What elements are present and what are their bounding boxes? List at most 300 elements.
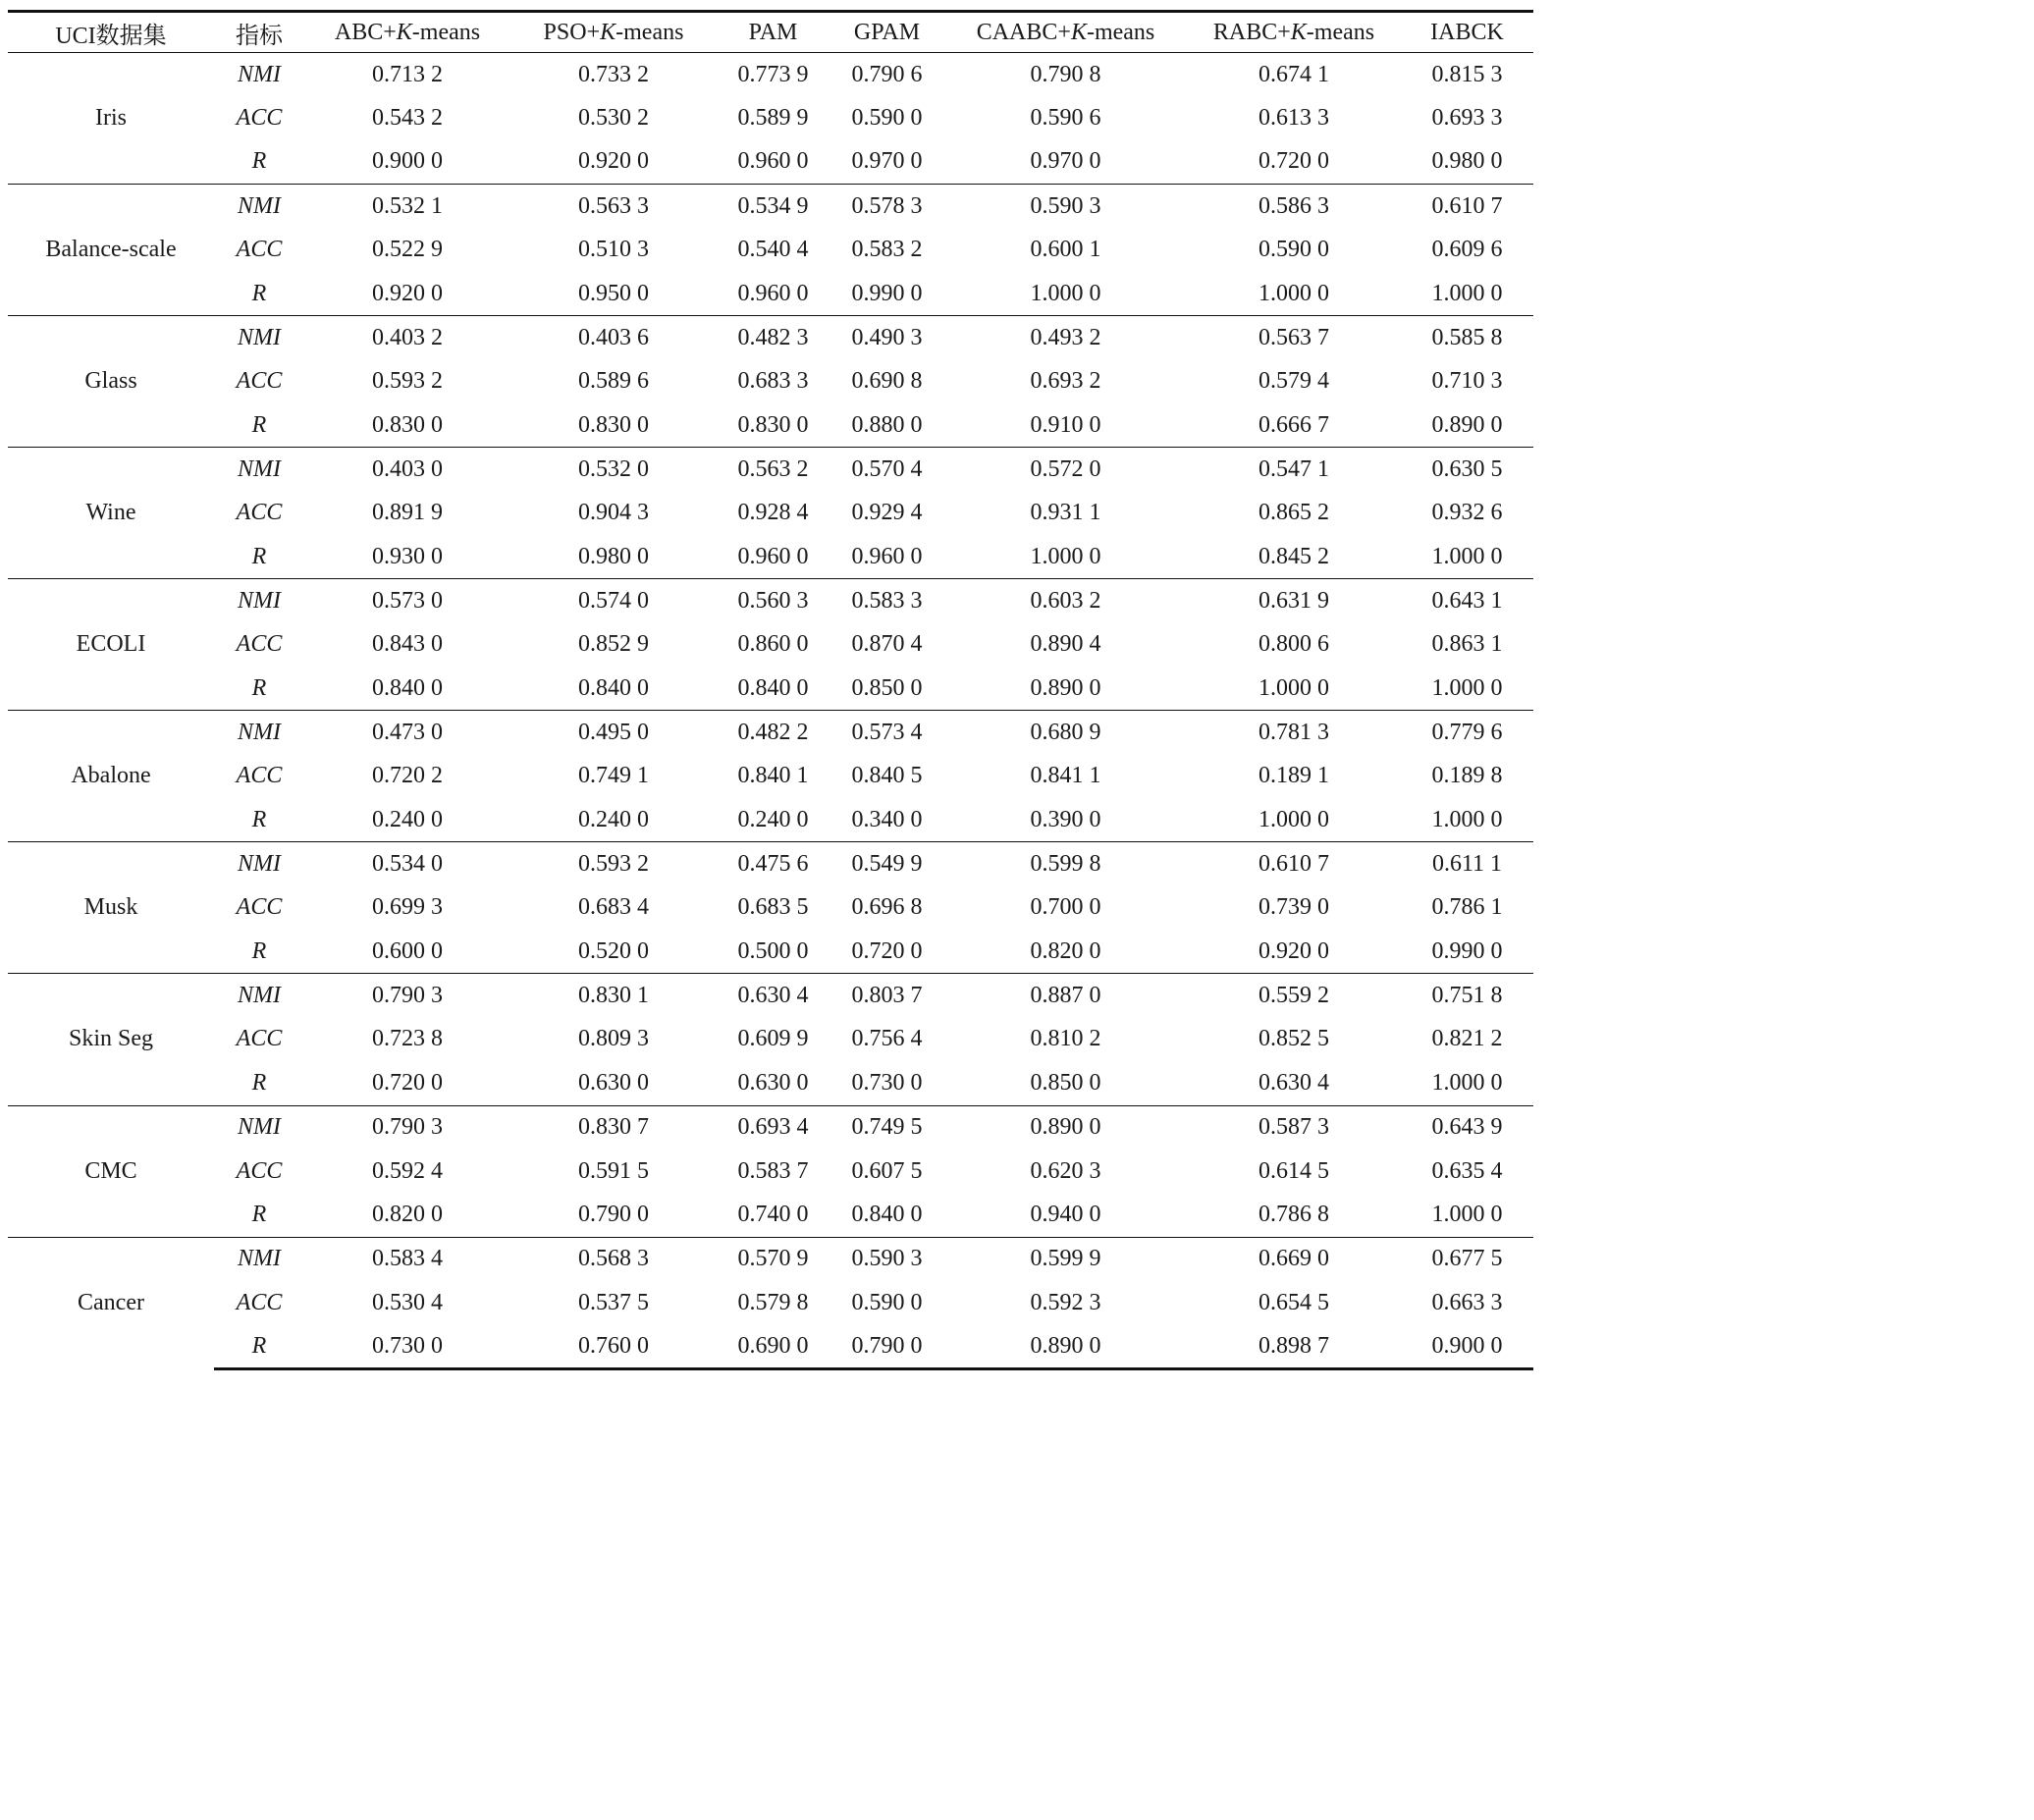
value-cell: 0.603 2 [944, 579, 1187, 623]
value-cell: 0.900 0 [1401, 1324, 1533, 1368]
value-cell: 0.403 6 [510, 316, 717, 360]
value-cell: 0.592 4 [372, 1157, 443, 1184]
value-cell: 0.843 0 [372, 631, 443, 658]
value-cell: 0.583 3 [830, 579, 944, 623]
header-text: -means [1086, 19, 1155, 45]
value-cell: 0.677 5 [1401, 1237, 1533, 1281]
value-cell: 0.730 0 [304, 1324, 510, 1368]
value-cell: 0.590 3 [944, 185, 1187, 229]
value-cell: 0.840 0 [578, 674, 649, 701]
header-pam: PAM [717, 12, 830, 53]
table-row [8, 228, 1533, 272]
value-cell: 0.543 2 [372, 105, 443, 132]
value-cell: 0.559 2 [1187, 974, 1401, 1018]
metric-label: R [251, 1069, 267, 1096]
value-cell: 0.610 7 [1187, 842, 1401, 886]
value-cell: 0.830 7 [510, 1105, 717, 1150]
metric-label: R [214, 1324, 304, 1368]
dataset-name: Musk [8, 842, 214, 974]
value-cell: 0.898 7 [1187, 1324, 1401, 1368]
value-cell: 0.590 3 [830, 1237, 944, 1281]
header-dataset: UCI数据集 [8, 12, 214, 53]
value-cell: 0.810 2 [1030, 1026, 1101, 1052]
header-text: CAABC+ [976, 19, 1071, 45]
value-cell: 0.570 4 [830, 448, 944, 492]
table-row [8, 622, 1533, 667]
value-cell: 0.520 0 [578, 937, 649, 964]
value-cell: 0.549 9 [830, 842, 944, 886]
value-cell: 0.690 8 [851, 368, 923, 395]
value-cell: 0.733 2 [510, 53, 717, 97]
value-cell: 0.932 6 [1431, 500, 1503, 526]
value-cell: 0.630 4 [717, 974, 830, 1018]
value-cell: 0.693 3 [1431, 105, 1503, 132]
value-cell: 0.610 7 [1401, 185, 1533, 229]
value-cell: 0.583 7 [737, 1157, 809, 1184]
value-cell: 0.970 0 [1030, 148, 1101, 175]
value-cell: 1.000 0 [1431, 674, 1503, 701]
value-cell: 0.674 1 [1187, 53, 1401, 97]
table-row [8, 1150, 1533, 1194]
value-cell: 0.749 5 [830, 1105, 944, 1150]
value-cell: 0.790 0 [830, 1324, 944, 1368]
value-cell: 0.790 0 [578, 1201, 649, 1227]
value-cell: 0.900 0 [372, 148, 443, 175]
value-cell: 0.240 0 [578, 806, 649, 832]
table-row [8, 667, 1533, 711]
value-cell: 0.607 5 [851, 1157, 923, 1184]
value-cell: 0.599 9 [944, 1237, 1187, 1281]
value-cell: 0.751 8 [1401, 974, 1533, 1018]
value-cell: 0.863 1 [1431, 631, 1503, 658]
table-row [8, 842, 1533, 886]
value-cell: 0.920 0 [1258, 937, 1329, 964]
header-iabck: IABCK [1401, 12, 1533, 53]
value-cell: 0.573 0 [304, 579, 510, 623]
value-cell: 0.960 0 [851, 543, 923, 569]
value-cell: 0.490 3 [830, 316, 944, 360]
value-cell: 0.473 0 [304, 711, 510, 755]
value-cell: 0.590 0 [1258, 237, 1329, 263]
value-cell: 0.666 7 [1258, 411, 1329, 438]
value-cell: 0.240 0 [737, 806, 809, 832]
header-text: ABC+ [334, 19, 397, 45]
value-cell: 1.000 0 [1258, 806, 1329, 832]
value-cell: 0.803 7 [830, 974, 944, 1018]
value-cell: 0.931 1 [1030, 500, 1101, 526]
value-cell: 0.592 3 [1030, 1289, 1101, 1315]
value-cell: 0.773 9 [717, 53, 830, 97]
value-cell: 0.669 0 [1187, 1237, 1401, 1281]
value-cell: 0.583 2 [851, 237, 923, 263]
header-text: K [1290, 19, 1307, 45]
header-rabc-kmeans [1187, 12, 1401, 53]
table-row [8, 403, 1533, 448]
value-cell: 0.534 9 [717, 185, 830, 229]
value-cell: 0.840 0 [737, 674, 809, 701]
table-row [8, 1193, 1533, 1237]
table-row [8, 491, 1533, 535]
metric-label: NMI [214, 579, 304, 623]
metric-label: NMI [214, 1105, 304, 1150]
value-cell: 0.696 8 [851, 894, 923, 921]
table-header [8, 12, 1533, 53]
metric-label: ACC [236, 1026, 283, 1052]
value-cell: 1.000 0 [1431, 1201, 1503, 1227]
value-cell: 0.749 1 [578, 763, 649, 789]
value-cell: 0.841 1 [1030, 763, 1101, 789]
value-cell: 0.579 8 [737, 1289, 809, 1315]
value-cell: 1.000 0 [1030, 543, 1101, 569]
value-cell: 0.620 3 [1030, 1157, 1101, 1184]
value-cell: 0.532 0 [510, 448, 717, 492]
value-cell: 0.760 0 [510, 1324, 717, 1368]
metric-label: R [251, 411, 267, 438]
value-cell: 0.720 0 [372, 1069, 443, 1096]
header-text: -means [616, 19, 684, 45]
header-metric: 指标 [214, 12, 304, 53]
value-cell: 0.572 0 [944, 448, 1187, 492]
metric-label: NMI [214, 974, 304, 1018]
table-row [8, 316, 1533, 360]
value-cell: 0.630 0 [578, 1069, 649, 1096]
table-row [8, 1018, 1533, 1062]
value-cell: 0.189 1 [1258, 763, 1329, 789]
value-cell: 0.611 1 [1401, 842, 1533, 886]
value-cell: 0.683 4 [578, 894, 649, 921]
value-cell: 0.700 0 [1030, 894, 1101, 921]
value-cell: 0.980 0 [578, 543, 649, 569]
value-cell: 0.593 2 [372, 368, 443, 395]
value-cell: 0.534 0 [304, 842, 510, 886]
value-cell: 0.790 3 [304, 974, 510, 1018]
table-row [8, 448, 1533, 492]
table-row [8, 1061, 1533, 1105]
value-cell: 0.910 0 [1030, 411, 1101, 438]
value-cell: 0.609 9 [737, 1026, 809, 1052]
value-cell: 0.830 0 [737, 411, 809, 438]
value-cell: 0.850 0 [851, 674, 923, 701]
value-cell: 0.683 5 [737, 894, 809, 921]
value-cell: 0.720 0 [851, 937, 923, 964]
value-cell: 0.590 0 [851, 1289, 923, 1315]
value-cell: 0.960 0 [737, 280, 809, 306]
value-cell: 0.547 1 [1187, 448, 1401, 492]
metric-label: R [251, 1201, 267, 1227]
value-cell: 0.589 6 [578, 368, 649, 395]
value-cell: 0.693 4 [717, 1105, 830, 1150]
value-cell: 0.590 6 [1030, 105, 1101, 132]
table-row [8, 755, 1533, 799]
metric-label: ACC [236, 894, 283, 921]
value-cell: 0.690 0 [717, 1324, 830, 1368]
value-cell: 0.475 6 [717, 842, 830, 886]
value-cell: 0.840 0 [851, 1201, 923, 1227]
metric-label: NMI [214, 711, 304, 755]
value-cell: 0.593 2 [510, 842, 717, 886]
header-abc-kmeans [304, 12, 510, 53]
value-cell: 0.786 1 [1431, 894, 1503, 921]
value-cell: 0.890 0 [944, 1324, 1187, 1368]
value-cell: 0.880 0 [851, 411, 923, 438]
value-cell: 0.573 4 [830, 711, 944, 755]
value-cell: 0.950 0 [578, 280, 649, 306]
value-cell: 0.821 2 [1431, 1026, 1503, 1052]
value-cell: 1.000 0 [1258, 674, 1329, 701]
value-cell: 0.635 4 [1431, 1157, 1503, 1184]
value-cell: 0.530 4 [372, 1289, 443, 1315]
value-cell: 0.563 3 [510, 185, 717, 229]
table-row [8, 185, 1533, 229]
value-cell: 0.663 3 [1431, 1289, 1503, 1315]
value-cell: 0.820 0 [372, 1201, 443, 1227]
value-cell: 0.920 0 [372, 280, 443, 306]
header-text: -means [1306, 19, 1375, 45]
value-cell: 0.710 3 [1431, 368, 1503, 395]
value-cell: 0.904 3 [578, 500, 649, 526]
value-cell: 0.890 0 [1431, 411, 1503, 438]
value-cell: 0.537 5 [578, 1289, 649, 1315]
value-cell: 1.000 0 [1431, 280, 1503, 306]
table-row [8, 1105, 1533, 1150]
value-cell: 0.579 4 [1258, 368, 1329, 395]
value-cell: 0.860 0 [737, 631, 809, 658]
value-cell: 0.781 3 [1187, 711, 1401, 755]
value-cell: 0.852 9 [578, 631, 649, 658]
value-cell: 1.000 0 [1030, 280, 1101, 306]
value-cell: 0.740 0 [737, 1201, 809, 1227]
value-cell: 0.756 4 [851, 1026, 923, 1052]
metric-label: ACC [236, 1157, 283, 1184]
value-cell: 0.845 2 [1258, 543, 1329, 569]
value-cell: 0.643 1 [1401, 579, 1533, 623]
metric-label: ACC [236, 237, 283, 263]
value-cell: 1.000 0 [1431, 1069, 1503, 1096]
value-cell: 0.568 3 [510, 1237, 717, 1281]
value-cell: 1.000 0 [1431, 806, 1503, 832]
table-row [8, 798, 1533, 842]
value-cell: 0.739 0 [1258, 894, 1329, 921]
dataset-name: Skin Seg [8, 974, 214, 1105]
value-cell: 0.840 1 [737, 763, 809, 789]
table-row [8, 359, 1533, 403]
table-row [8, 579, 1533, 623]
value-cell: 0.574 0 [510, 579, 717, 623]
table-row [8, 1237, 1533, 1281]
metric-label: NMI [214, 316, 304, 360]
metric-label: ACC [236, 500, 283, 526]
value-cell: 0.643 9 [1401, 1105, 1533, 1150]
header-text: K [1070, 19, 1087, 45]
dataset-name: Glass [8, 316, 214, 448]
header-gpam: GPAM [830, 12, 944, 53]
value-cell: 0.815 3 [1401, 53, 1533, 97]
value-cell: 0.390 0 [1030, 806, 1101, 832]
value-cell: 0.240 0 [372, 806, 443, 832]
value-cell: 0.693 2 [1030, 368, 1101, 395]
value-cell: 0.820 0 [1030, 937, 1101, 964]
value-cell: 0.614 5 [1258, 1157, 1329, 1184]
value-cell: 0.500 0 [737, 937, 809, 964]
value-cell: 0.920 0 [578, 148, 649, 175]
value-cell: 0.890 0 [944, 1105, 1187, 1150]
metric-label: NMI [214, 448, 304, 492]
value-cell: 0.779 6 [1401, 711, 1533, 755]
value-cell: 0.403 0 [304, 448, 510, 492]
value-cell: 0.786 8 [1258, 1201, 1329, 1227]
value-cell: 0.609 6 [1431, 237, 1503, 263]
value-cell: 0.532 1 [304, 185, 510, 229]
value-cell: 0.720 2 [372, 763, 443, 789]
value-cell: 0.522 9 [372, 237, 443, 263]
value-cell: 0.563 7 [1187, 316, 1401, 360]
header-text: K [600, 19, 616, 45]
dataset-name: ECOLI [8, 579, 214, 711]
value-cell: 0.600 0 [372, 937, 443, 964]
value-cell: 0.890 4 [1030, 631, 1101, 658]
metric-label: R [251, 674, 267, 701]
value-cell: 0.495 0 [510, 711, 717, 755]
results-table [8, 10, 1533, 1370]
value-cell: 0.680 9 [944, 711, 1187, 755]
metric-label: R [251, 148, 267, 175]
value-cell: 1.000 0 [1431, 543, 1503, 569]
metric-label: NMI [214, 842, 304, 886]
header-text: K [396, 19, 412, 45]
value-cell: 0.891 9 [372, 500, 443, 526]
value-cell: 0.585 8 [1401, 316, 1533, 360]
value-cell: 0.870 4 [851, 631, 923, 658]
table-row [8, 1324, 1533, 1368]
value-cell: 0.563 2 [717, 448, 830, 492]
metric-label: R [251, 280, 267, 306]
value-cell: 0.482 2 [717, 711, 830, 755]
value-cell: 0.840 5 [851, 763, 923, 789]
value-cell: 0.599 8 [944, 842, 1187, 886]
value-cell: 0.980 0 [1431, 148, 1503, 175]
dataset-name: Wine [8, 448, 214, 579]
value-cell: 0.887 0 [944, 974, 1187, 1018]
value-cell: 0.960 0 [737, 148, 809, 175]
value-cell: 0.960 0 [737, 543, 809, 569]
header-pso-kmeans [510, 12, 717, 53]
dataset-name: Iris [8, 53, 214, 185]
metric-label: NMI [214, 53, 304, 97]
value-cell: 0.600 1 [1030, 237, 1101, 263]
value-cell: 0.630 5 [1401, 448, 1533, 492]
value-cell: 0.990 0 [1431, 937, 1503, 964]
metric-label: R [251, 937, 267, 964]
value-cell: 0.830 0 [578, 411, 649, 438]
table-row [8, 272, 1533, 316]
value-cell: 0.830 0 [372, 411, 443, 438]
value-cell: 0.583 4 [304, 1237, 510, 1281]
value-cell: 0.790 8 [944, 53, 1187, 97]
metric-label: ACC [236, 631, 283, 658]
metric-label: R [251, 806, 267, 832]
metric-label: R [251, 543, 267, 569]
value-cell: 0.613 3 [1258, 105, 1329, 132]
value-cell: 0.852 5 [1258, 1026, 1329, 1052]
header-caabc-kmeans [944, 12, 1187, 53]
header-text: PSO+ [543, 19, 601, 45]
value-cell: 0.723 8 [372, 1026, 443, 1052]
value-cell: 0.890 0 [1030, 674, 1101, 701]
value-cell: 0.990 0 [851, 280, 923, 306]
value-cell: 0.790 6 [830, 53, 944, 97]
value-cell: 0.970 0 [851, 148, 923, 175]
value-cell: 0.586 3 [1187, 185, 1401, 229]
value-cell: 0.928 4 [737, 500, 809, 526]
table-row [8, 96, 1533, 140]
value-cell: 0.482 3 [717, 316, 830, 360]
value-cell: 0.730 0 [851, 1069, 923, 1096]
value-cell: 0.189 8 [1431, 763, 1503, 789]
value-cell: 0.589 9 [737, 105, 809, 132]
value-cell: 0.699 3 [372, 894, 443, 921]
value-cell: 0.587 3 [1187, 1105, 1401, 1150]
value-cell: 0.630 4 [1258, 1069, 1329, 1096]
value-cell: 0.540 4 [737, 237, 809, 263]
value-cell: 0.578 3 [830, 185, 944, 229]
value-cell: 0.403 2 [304, 316, 510, 360]
metric-label: NMI [214, 1237, 304, 1281]
metric-label: ACC [236, 105, 283, 132]
value-cell: 0.790 3 [304, 1105, 510, 1150]
value-cell: 0.840 0 [372, 674, 443, 701]
value-cell: 0.940 0 [1030, 1201, 1101, 1227]
value-cell: 0.929 4 [851, 500, 923, 526]
value-cell: 0.720 0 [1258, 148, 1329, 175]
header-row [8, 12, 1533, 53]
value-cell: 0.340 0 [851, 806, 923, 832]
value-cell: 0.713 2 [304, 53, 510, 97]
table-body [8, 53, 1533, 1369]
table-row [8, 974, 1533, 1018]
value-cell: 0.930 0 [372, 543, 443, 569]
table-row [8, 886, 1533, 931]
table-row [8, 140, 1533, 185]
metric-label: ACC [236, 763, 283, 789]
value-cell: 0.493 2 [944, 316, 1187, 360]
value-cell: 1.000 0 [1258, 280, 1329, 306]
value-cell: 0.865 2 [1258, 500, 1329, 526]
metric-label: NMI [214, 185, 304, 229]
dataset-name: Abalone [8, 711, 214, 842]
metric-label: ACC [236, 368, 283, 395]
value-cell: 0.809 3 [578, 1026, 649, 1052]
value-cell: 0.830 1 [510, 974, 717, 1018]
metric-label: ACC [236, 1289, 283, 1315]
value-cell: 0.570 9 [717, 1237, 830, 1281]
dataset-name: Balance-scale [8, 185, 214, 316]
dataset-name: Cancer [8, 1237, 214, 1368]
value-cell: 0.591 5 [578, 1157, 649, 1184]
value-cell: 0.510 3 [578, 237, 649, 263]
value-cell: 0.630 0 [737, 1069, 809, 1096]
value-cell: 0.683 3 [737, 368, 809, 395]
header-text: RABC+ [1212, 19, 1291, 45]
table-row [8, 535, 1533, 579]
table-row [8, 711, 1533, 755]
header-text: -means [411, 19, 481, 45]
value-cell: 0.800 6 [1258, 631, 1329, 658]
value-cell: 0.530 2 [578, 105, 649, 132]
table-row [8, 53, 1533, 97]
table-row [8, 930, 1533, 974]
value-cell: 0.560 3 [717, 579, 830, 623]
value-cell: 0.590 0 [851, 105, 923, 132]
